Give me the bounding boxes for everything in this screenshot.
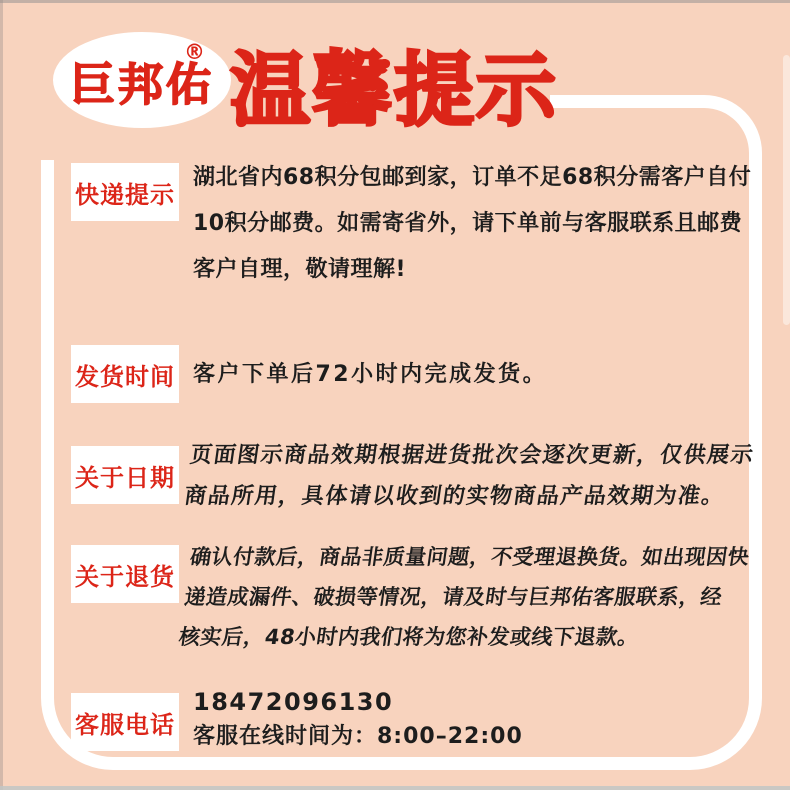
customer-service-hours: 客服在线时间为：8:00–22:00 [193, 724, 523, 749]
notice-line: 客户下单后72小时内完成发货。 [193, 362, 548, 387]
notice-line: 核实后，48小时内我们将为您补发或线下退款。 [177, 625, 641, 649]
page-title: 温馨提示 [230, 44, 558, 137]
section-label-shipping-notice [71, 163, 179, 221]
notice-line: 递造成漏件、破损等情况，请及时与巨邦佑客服联系，经 [182, 585, 724, 609]
photo-edge-right [783, 55, 790, 325]
section-text-customer-service [193, 684, 523, 754]
section-label-text: 关于日期 [75, 463, 175, 492]
notice-line: 页面图示商品效期根据进货批次会逐次更新，仅供展示 [188, 443, 756, 468]
notice-line: 商品所用，具体请以收到的实物商品产品效期为准。 [182, 484, 727, 509]
registered-mark-icon: ® [184, 40, 205, 64]
section-text-delivery-time [193, 352, 547, 398]
notice-line: 客户自理，敬请理解! [193, 257, 407, 282]
section-label-text: 快递提示 [75, 180, 175, 209]
section-label-text: 发货时间 [75, 362, 175, 391]
section-label-delivery-time [71, 345, 179, 403]
photo-edge-bottom [0, 786, 790, 790]
brand-logo-text: 巨邦佑 [69, 57, 214, 111]
notice-line: 湖北省内68积分包邮到家，订单不足68积分需客户自付 [193, 165, 752, 190]
section-label-customer-service [71, 693, 179, 751]
notice-line: 10积分邮费。如需寄省外，请下单前与客服联系且邮费 [193, 211, 743, 236]
photo-edge-top [0, 0, 790, 3]
section-text-shipping-notice [193, 155, 751, 293]
section-label-about-date [71, 446, 179, 504]
section-text-about-returns [176, 537, 752, 657]
notice-line: 确认付款后，商品非质量问题，不受理退换货。如出现因快 [188, 545, 751, 569]
section-label-text: 关于退货 [75, 562, 175, 591]
section-label-about-returns [71, 545, 179, 603]
customer-service-phone: 18472096130 [193, 688, 394, 716]
section-text-about-date [181, 435, 757, 517]
section-label-text: 客服电话 [75, 710, 175, 739]
photo-edge-left [0, 0, 3, 790]
